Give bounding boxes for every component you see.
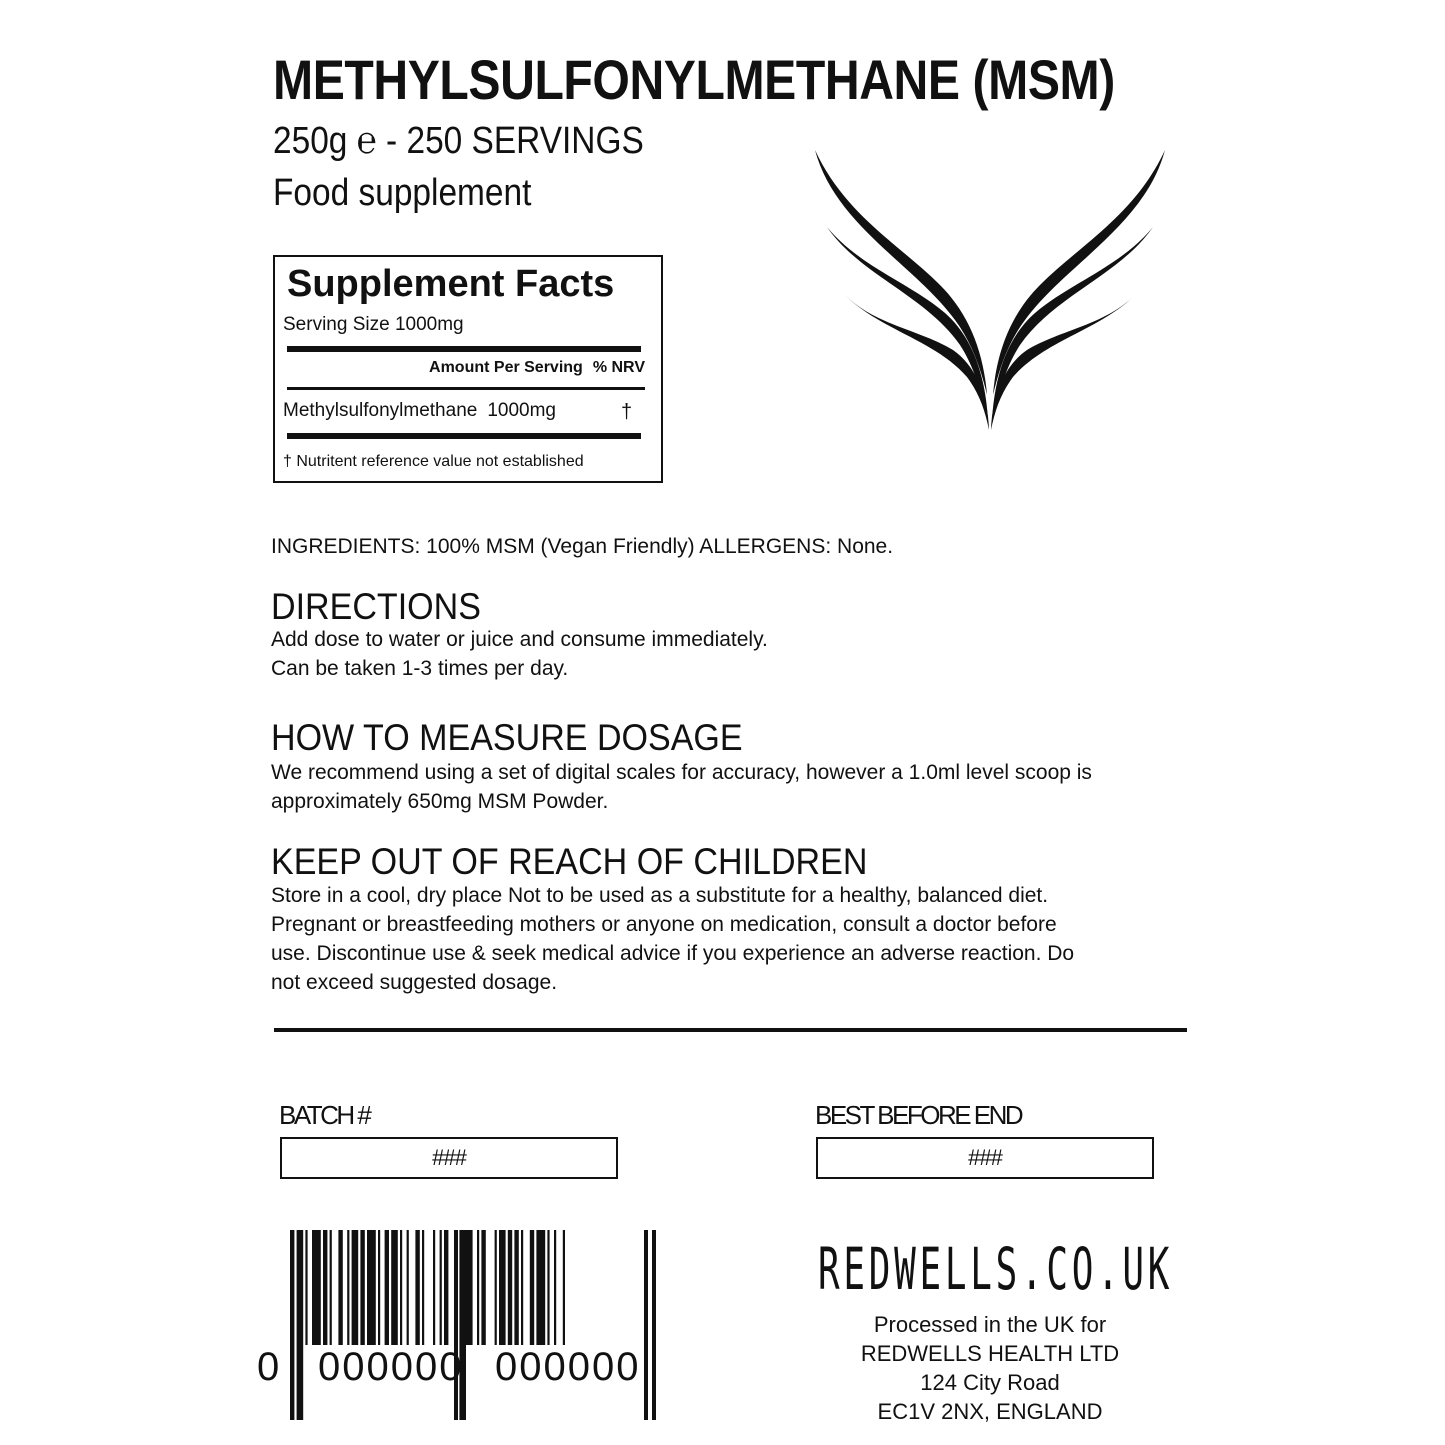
barcode-bar [400, 1230, 402, 1345]
barcode-bar [312, 1230, 321, 1345]
best-before-label: BEST BEFORE END [815, 1100, 1022, 1130]
nrv-header: % NRV [592, 359, 645, 376]
directions-text [271, 625, 768, 683]
barcode-bar [495, 1230, 497, 1345]
barcode-bar [391, 1230, 398, 1345]
warning-line: Pregnant or breastfeeding mothers or anyone on medication, consult a doctor before [271, 913, 1057, 936]
address-line: REDWELLS HEALTH LTD [860, 1341, 1120, 1366]
ingredients-text: INGREDIENTS: 100% MSM (Vegan Friendly) ALLERGENS: None. [271, 535, 894, 558]
facts-divider-bottom [287, 433, 641, 439]
barcode-bar [385, 1230, 389, 1345]
barcode-guard-bar [644, 1230, 648, 1420]
address-line: 124 City Road [920, 1370, 1060, 1395]
barcode-bar [422, 1230, 424, 1345]
barcode-bar [466, 1230, 473, 1345]
ingredient-nrv: † [621, 401, 633, 423]
barcode-bar [352, 1230, 359, 1345]
barcode-bar [521, 1230, 523, 1345]
barcode-bar [378, 1230, 380, 1345]
wings-v-logo-icon [805, 145, 1175, 435]
measure-line: approximately 650mg MSM Powder. [271, 790, 609, 813]
barcode-bar [330, 1230, 332, 1345]
facts-row [283, 400, 556, 422]
warning-line: not exceed suggested dosage. [271, 971, 558, 994]
directions-heading: DIRECTIONS [271, 586, 481, 627]
barcode-bar [547, 1230, 549, 1345]
barcode-guard-bar [298, 1230, 302, 1420]
supplement-facts-panel [273, 255, 663, 483]
barcode-bar [440, 1230, 442, 1345]
barcode-left-group: 000000 [318, 1345, 464, 1389]
facts-divider-thin [287, 387, 645, 390]
warning-line: Store in a cool, dry place Not to be used as a substitute for a healthy, balanced diet. [271, 884, 1049, 907]
barcode-bar [514, 1230, 518, 1345]
barcode-bar [481, 1230, 485, 1345]
measure-text [271, 758, 1092, 816]
barcode-bar [347, 1230, 349, 1345]
facts-column-header [419, 359, 645, 377]
product-category: Food supplement [273, 172, 532, 214]
barcode-icon [256, 1222, 676, 1422]
barcode-bar [367, 1230, 376, 1345]
measure-line: We recommend using a set of digital scales for accuracy, however a 1.0ml level scoop is [271, 761, 1092, 784]
barcode-bar [508, 1230, 512, 1345]
barcode-bar [407, 1230, 409, 1345]
barcode-bar [360, 1230, 364, 1345]
warning-text [271, 881, 1074, 997]
barcode-guard-bar [652, 1230, 656, 1420]
barcode-bar [530, 1230, 534, 1345]
best-before-field: ### [816, 1137, 1154, 1179]
batch-label: BATCH # [279, 1100, 370, 1130]
amount-per-serving-header: Amount Per Serving [429, 359, 583, 376]
batch-field: ### [280, 1137, 618, 1179]
address-line: EC1V 2NX, ENGLAND [877, 1399, 1103, 1424]
section-divider [274, 1028, 1187, 1032]
facts-footnote: † Nutritent reference value not established [283, 453, 584, 470]
directions-line: Add dose to water or juice and consume immediately. [271, 628, 768, 651]
facts-divider-thick [287, 346, 641, 352]
barcode-guard-bar [462, 1230, 466, 1420]
barcode-bar [338, 1230, 342, 1345]
address-line: Processed in the UK for [873, 1312, 1107, 1337]
barcode-bar [433, 1230, 435, 1345]
warning-line: use. Discontinue use & seek medical advice if you experience an adverse reaction. Do [271, 942, 1075, 965]
serving-size: Serving Size 1000mg [283, 314, 464, 335]
barcode-bar [563, 1230, 565, 1345]
barcode-first-digit: 0 [257, 1345, 280, 1389]
ingredient-name: Methylsulfonylmethane [283, 400, 478, 421]
barcode-bar [323, 1230, 327, 1345]
supplement-facts-heading: Supplement Facts [287, 263, 615, 305]
barcode-bar [305, 1230, 307, 1345]
barcode-right-group: 000000 [495, 1345, 641, 1389]
brand-website: REDWELLS.CO.UK [818, 1235, 1174, 1303]
barcode-bar [536, 1230, 545, 1345]
ingredient-amount: 1000mg [487, 400, 556, 421]
barcode-bar [444, 1230, 448, 1345]
warning-heading: KEEP OUT OF REACH OF CHILDREN [271, 841, 868, 882]
barcode-bar [415, 1230, 419, 1345]
product-size: 250g ℮ - 250 SERVINGS [273, 120, 644, 162]
brand-address [840, 1310, 1140, 1426]
product-title: METHYLSULFONYLMETHANE (MSM) [273, 48, 1115, 111]
barcode-bar [554, 1230, 556, 1345]
barcode-guard-bar [290, 1230, 294, 1420]
directions-line: Can be taken 1-3 times per day. [271, 657, 569, 680]
barcode-bar [477, 1230, 479, 1345]
measure-heading: HOW TO MEASURE DOSAGE [271, 717, 743, 758]
barcode-guard-bar [454, 1230, 458, 1420]
barcode-bar [499, 1230, 506, 1345]
